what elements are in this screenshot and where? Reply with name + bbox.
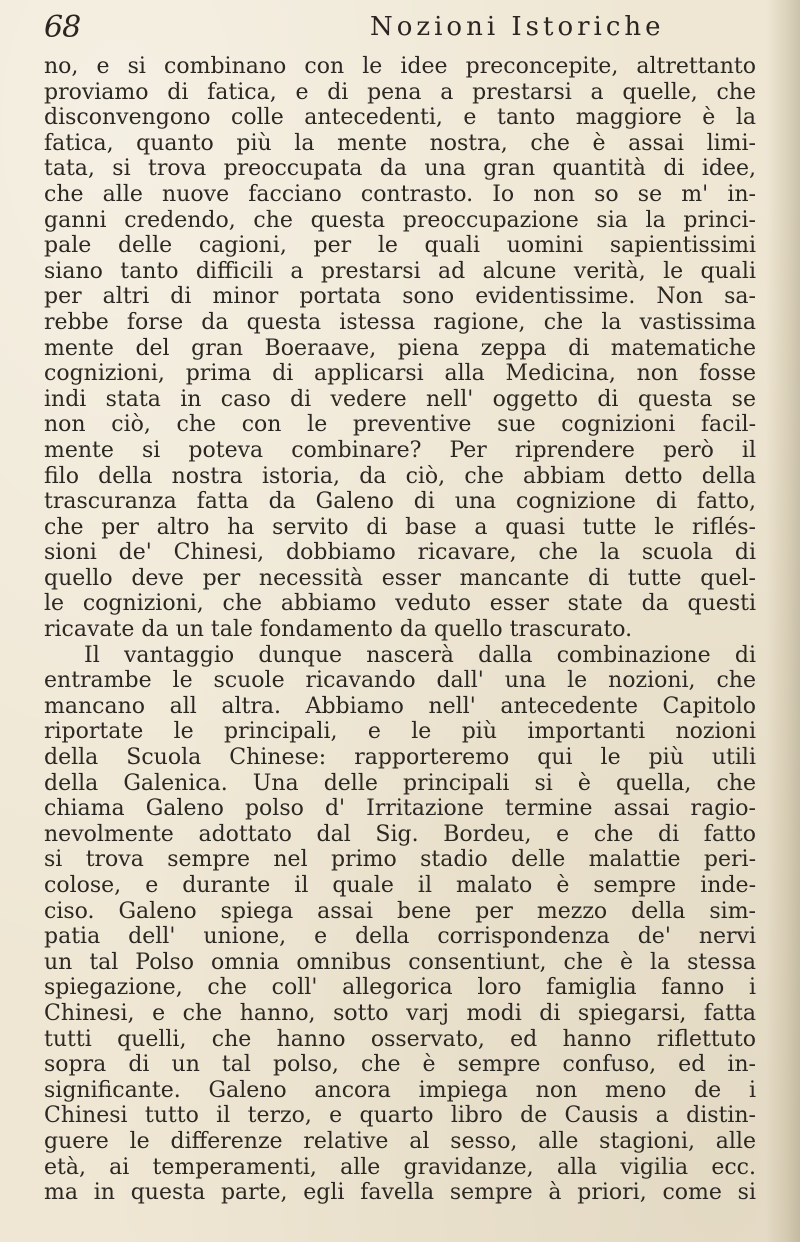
text-line: chiama Galeno polso d' Irritazione termine assai ragio- [44, 796, 756, 822]
text-line: Il vantaggio dunque nascerà dalla combinazione di [84, 642, 756, 668]
text-line: della Scuola Chinese: rapporteremo qui le più utili [44, 745, 756, 771]
body-text [44, 54, 756, 1206]
page-header [44, 8, 764, 52]
text-line: indi stata in caso di vedere nell' oggetto di questa se [44, 386, 756, 412]
text-line: tata, si trova preoccupata da una gran quantità di idee, [44, 156, 756, 182]
text-line: cognizioni, prima di applicarsi alla Medicina, non fosse [44, 361, 756, 387]
text-line: Chinesi, e che hanno, sotto varj modi di spiegarsi, fatta [44, 1000, 756, 1026]
text-line: colose, e durante il quale il malato è sempre inde- [44, 873, 756, 898]
page-number: 68 [44, 10, 81, 45]
text-line: guere le differenze relative al sesso, alle stagioni, alle [44, 1128, 756, 1154]
text-line: ciso. Galeno spiega assai bene per mezzo della sim- [44, 898, 756, 924]
text-line: sopra di un tal polso, che è sempre confuso, ed in- [44, 1052, 756, 1078]
text-line: mente si poteva combinare? Per riprendere però il [44, 437, 756, 463]
text-line: ricavate da un tale fondamento da quello trascurato. [44, 617, 633, 643]
text-line: significante. Galeno ancora impiega non meno de i [44, 1077, 756, 1103]
text-line: sioni de' Chinesi, dobbiamo ricavare, che la scuola di [44, 540, 756, 566]
text-line: spiegazione, che coll' allegorica loro famiglia fanno i [44, 975, 756, 1001]
text-line: proviamo di fatica, e di pena a prestarsi a quelle, che [44, 79, 756, 105]
text-line: della Galenica. Una delle principali si è quella, che [44, 770, 756, 796]
text-line: che per altro ha servito di base a quasi tutte le riflés- [44, 514, 756, 540]
text-line: quello deve per necessità esser mancante di tutte quel- [44, 565, 756, 591]
running-title: Nozioni Istoriche [370, 12, 665, 42]
text-line: che alle nuove facciano contrasto. Io non so se m' in- [44, 181, 756, 207]
text-line: ma in questa parte, egli favella sempre à priori, come si [44, 1180, 756, 1206]
text-line: non ciò, che con le preventive sue cognizioni facil- [44, 412, 756, 438]
text-line: nevolmente adottato dal Sig. Bordeu, e che di fatto [44, 821, 756, 847]
text-line: un tal Polso omnia omnibus consentiunt, che è la stessa [44, 949, 756, 975]
text-line: mente del gran Boeraave, piena zeppa di matematiche [44, 335, 756, 361]
page-edge-shadow [766, 0, 800, 1242]
text-line: fatica, quanto più la mente nostra, che è assai limi- [44, 130, 756, 156]
text-line: pale delle cagioni, per le quali uomini sapientissimi [44, 233, 756, 259]
text-line: età, ai temperamenti, alle gravidanze, alla vigilia ecc. [44, 1154, 756, 1180]
text-line: rebbe forse da questa istessa ragione, che la vastissima [44, 309, 756, 335]
text-line: trascuranza fatta da Galeno di una cognizione di fatto, [44, 489, 756, 515]
text-line: tutti quelli, che hanno osservato, ed hanno riflettuto [44, 1026, 756, 1052]
text-line: siano tanto difficili a prestarsi ad alcune verità, le quali [44, 258, 756, 284]
text-line: le cognizioni, che abbiamo veduto esser state da questi [44, 591, 756, 617]
text-line: entrambe le scuole ricavando dall' una le nozioni, che [44, 668, 756, 694]
text-line: si trova sempre nel primo stadio delle malattie peri- [44, 847, 756, 873]
text-line: per altri di minor portata sono evidentissime. Non sa- [44, 284, 756, 310]
text-line: ganni credendo, che questa preoccupazione sia la princi- [44, 207, 756, 233]
text-line: disconvengono colle antecedenti, e tanto maggiore è la [44, 105, 756, 131]
text-line: mancano all altra. Abbiamo nell' antecedente Capitolo [44, 693, 756, 719]
text-line: Chinesi tutto il terzo, e quarto libro de Causis a distin- [44, 1103, 756, 1129]
text-line: patia dell' unione, e della corrispondenza de' nervi [44, 924, 756, 950]
text-line: no, e si combinano con le idee preconcepite, altrettanto [44, 54, 756, 79]
text-line: filo della nostra istoria, da ciò, che abbiam detto della [44, 463, 756, 489]
text-line: riportate le principali, e le più importanti nozioni [44, 719, 756, 745]
